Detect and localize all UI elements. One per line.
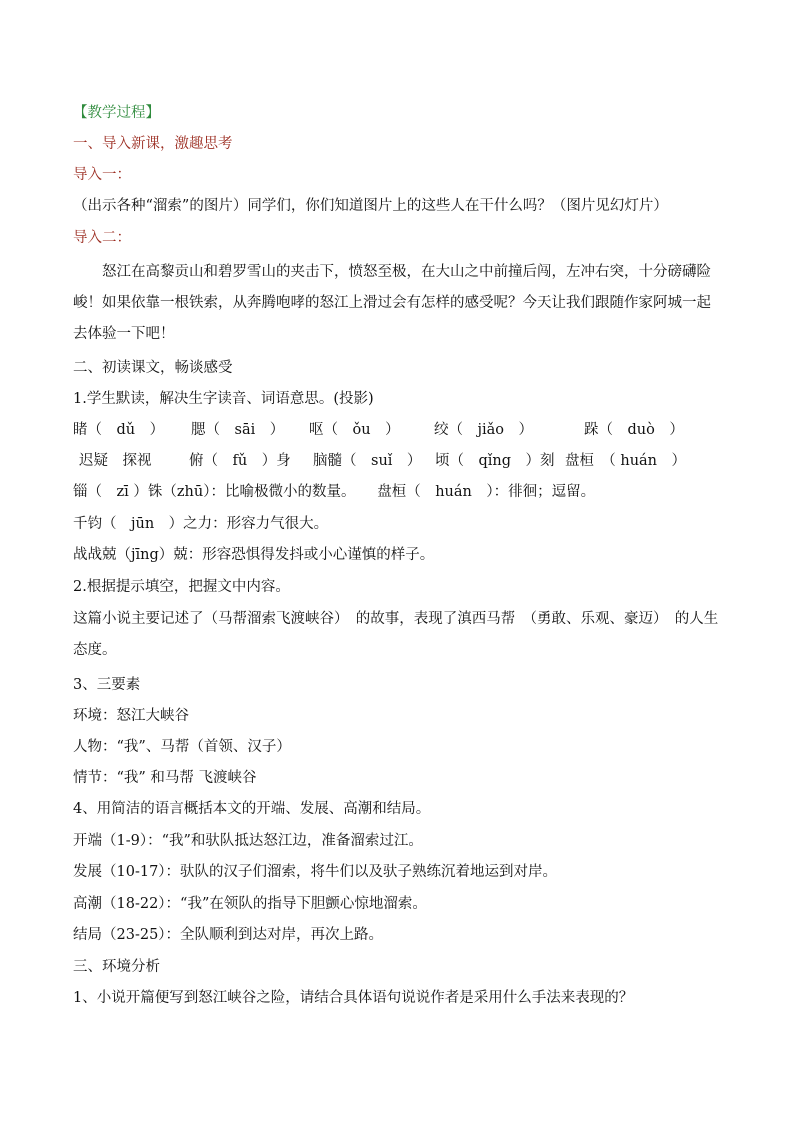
definition-2: 千钧（ jūn ）之力：形容力气很大。: [73, 516, 329, 532]
section-2-title: 二、初读课文，畅谈感受: [73, 360, 233, 376]
pinyin-item: 顷（ qǐng ）刻: [435, 453, 555, 469]
climax-line: 高潮（18-22）：“我”在领队的指导下胆颤心惊地溜索。: [73, 896, 427, 912]
pinyin-item: 跺（ duò ）: [584, 422, 684, 438]
section-3-title: 三、环境分析: [73, 959, 160, 975]
pinyin-row-2: [73, 451, 723, 471]
pinyin-item: 脑髓（ suǐ ）: [313, 453, 422, 469]
pinyin-item: 呕（ ǒu ）: [309, 422, 400, 438]
intro-1-text: （出示各种“溜索”的图片）同学们，你们知道图片上的这些人在干什么吗？（图片见幻灯片）: [73, 198, 668, 214]
question-1: 1、小说开篇便写到怒江峡谷之险，请结合具体语句说说作者是采用什么手法来表现的？: [73, 990, 634, 1006]
beginning-line: 开端（1-9）：“我”和驮队抵达怒江边，准备溜索过江。: [73, 833, 423, 849]
item-2-2: 2.根据提示填空，把握文中内容。: [73, 579, 290, 595]
definition-3: 战战兢（jīng）兢：形容恐惧得发抖或小心谨慎的样子。: [73, 547, 435, 563]
ending-line: 结局（23-25）：全队顺利到达对岸，再次上路。: [73, 927, 384, 943]
item-3-title: 3、三要素: [73, 677, 141, 693]
item-4-title: 4、用简洁的语言概括本文的开端、发展、高潮和结局。: [73, 801, 431, 817]
teaching-process-heading: 【教学过程】: [73, 105, 160, 121]
section-1-title: 一、导入新课，激趣思考: [73, 136, 233, 152]
item-2-1: 1.学生默读，解决生字读音、词语意思。(投影): [73, 391, 374, 407]
fill-in-paragraph: 这篇小说主要记述了（马帮溜索飞渡峡谷） 的故事，表现了滇西马帮 （勇敢、乐观、豪迈） 的人生态度。: [73, 611, 719, 658]
pinyin-item: 腮（ sāi ）: [191, 422, 285, 438]
pinyin-item: 绞（ jiǎo ）: [434, 422, 534, 438]
intro-1-label: 导入一：: [73, 167, 131, 183]
pinyin-item: 睹（ dǔ ）: [73, 422, 165, 438]
pinyin-item: 迟疑 探视: [79, 453, 152, 469]
pinyin-row-1: [73, 420, 723, 440]
intro-2-label: 导入二：: [73, 230, 131, 246]
definition-1: 锱（ zī ）铢（zhū）：比喻极微小的数量。 盘桓（ huán ）：徘徊；逗留。: [73, 484, 596, 500]
intro-2-paragraph: 怒江在高黎贡山和碧罗雪山的夹击下，愤怒至极，在大山之中前撞后闯，左冲右突，十分磅礴险峻！如果依靠一根铁索，从奔腾咆哮的怒江上滑过会有怎样的感受呢？今天让我们跟随作家阿城一起去体验一下吧！: [73, 264, 711, 342]
plot-line: 情节：“我” 和马帮 飞渡峡谷: [73, 770, 257, 786]
pinyin-item: 俯（ fǔ ）身: [189, 453, 291, 469]
characters-line: 人物：“我”、马帮（首领、汉子）: [73, 739, 291, 755]
pinyin-item: 盘桓 （ huán ）: [565, 453, 687, 469]
environment-line: 环境：怒江大峡谷: [73, 708, 189, 724]
development-line: 发展（10-17）：驮队的汉子们溜索，将牛们以及驮子熟练沉着地运到对岸。: [73, 864, 558, 880]
